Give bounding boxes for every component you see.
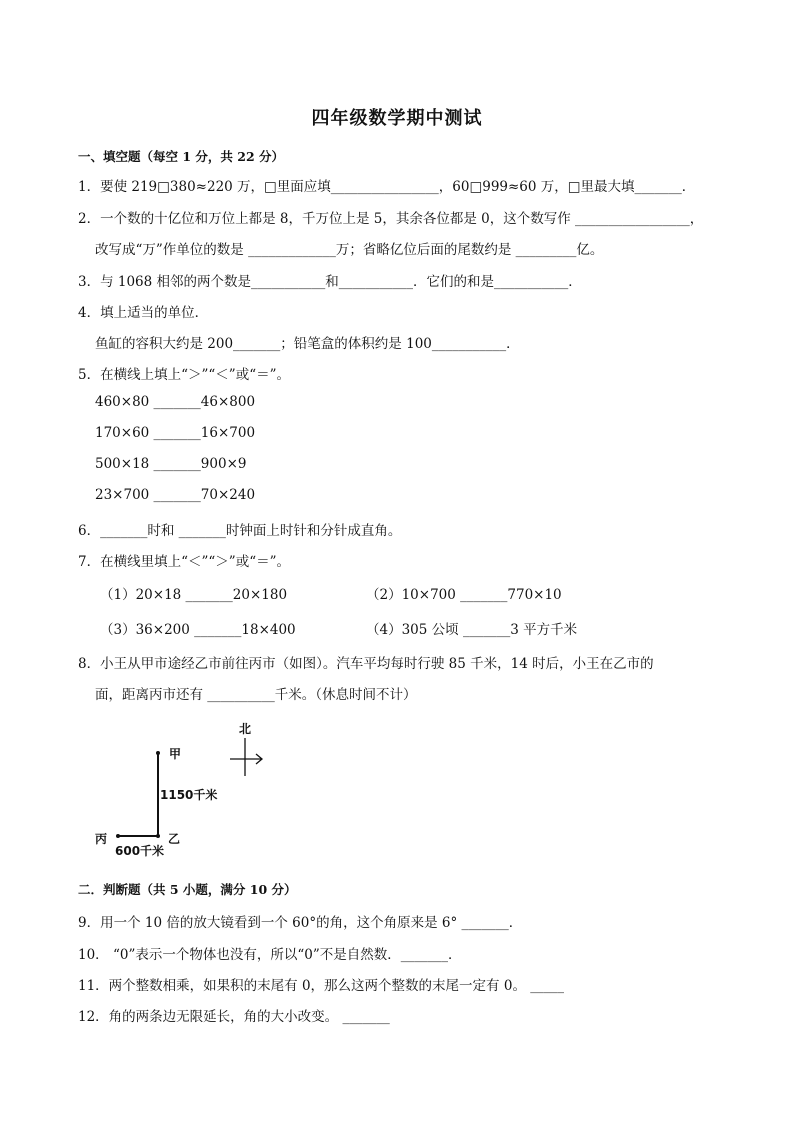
- section-2-header: 二．判断题（共 5 小题，满分 10 分）: [78, 882, 297, 897]
- question-4-sub: 鱼缸的容积大约是 200_______；铅笔盒的体积约是 100___________．: [95, 336, 520, 352]
- question-2-line-2: 改写成“万”作单位的数是 _____________万；省略亿位后面的尾数约是 _________亿。: [95, 242, 604, 258]
- page-title: 四年级数学期中测试: [311, 108, 483, 129]
- north-label: 北: [239, 722, 252, 736]
- question-5-item: 460×80 _______46×800: [95, 394, 256, 410]
- question-7-item: （4）305 公顷 _______3 平方千米: [366, 622, 578, 638]
- question-11: 11．两个整数相乘，如果积的末尾有 0，那么这两个整数的末尾一定有 0。 _____: [78, 978, 564, 994]
- question-3: 3．与 1068 相邻的两个数是___________和___________．它们的和是___________．: [78, 274, 582, 290]
- question-5-item: 170×60 _______16×700: [95, 425, 256, 441]
- question-12: 12．角的两条边无限延长，角的大小改变。 _______: [78, 1009, 390, 1025]
- question-9: 9．用一个 10 倍的放大镜看到一个 60°的角，这个角原来是 6° _______．: [78, 915, 523, 931]
- question-8-line-2: 面，距离丙市还有 __________千米。（休息时间不计）: [95, 687, 417, 703]
- city-yi-label: 乙: [168, 832, 181, 846]
- question-7-item: （1）20×18 _______20×180: [100, 587, 288, 603]
- section-1-header: 一、填空题（每空 1 分，共 22 分）: [78, 149, 285, 164]
- point-jia: [156, 751, 160, 755]
- question-6: 6．_______时和 _______时钟面上时针和分针成直角。: [78, 523, 402, 539]
- question-5: 5．在横线上填上“＞”“＜”或“＝”。: [78, 367, 290, 383]
- city-bing-label: 丙: [95, 832, 108, 846]
- distance-vertical-label: 1150千米: [160, 788, 218, 802]
- distance-horizontal-label: 600千米: [115, 844, 165, 858]
- question-1: 1．要使 219□380≈220 万，□里面应填________________，60□999≈60 万，□里最大填_______．: [78, 179, 696, 195]
- point-bing: [116, 834, 120, 838]
- question-5-item: 500×18 _______900×9: [95, 456, 247, 472]
- question-4: 4．填上适当的单位．: [78, 305, 209, 321]
- point-yi: [156, 834, 160, 838]
- question-5-item: 23×700 _______70×240: [95, 487, 256, 503]
- city-jia-label: 甲: [169, 747, 182, 761]
- question-7-item: （2）10×700 _______770×10: [366, 587, 562, 603]
- route-diagram: [85, 718, 285, 863]
- question-8-line-1: 8．小王从甲市途经乙市前往丙市（如图）。汽车平均每时行驶 85 千米，14 时后，小王在乙市的: [78, 656, 654, 672]
- question-2-line-1: 2．一个数的十亿位和万位上都是 8，千万位上是 5，其余各位都是 0，这个数写作 _________________，: [78, 211, 704, 227]
- question-7-item: （3）36×200 _______18×400: [100, 622, 296, 638]
- question-10: 10． “0”表示一个物体也没有，所以“0”不是自然数．_______．: [78, 947, 462, 963]
- question-7: 7．在横线里填上“＜”“＞”或“＝”。: [78, 554, 290, 570]
